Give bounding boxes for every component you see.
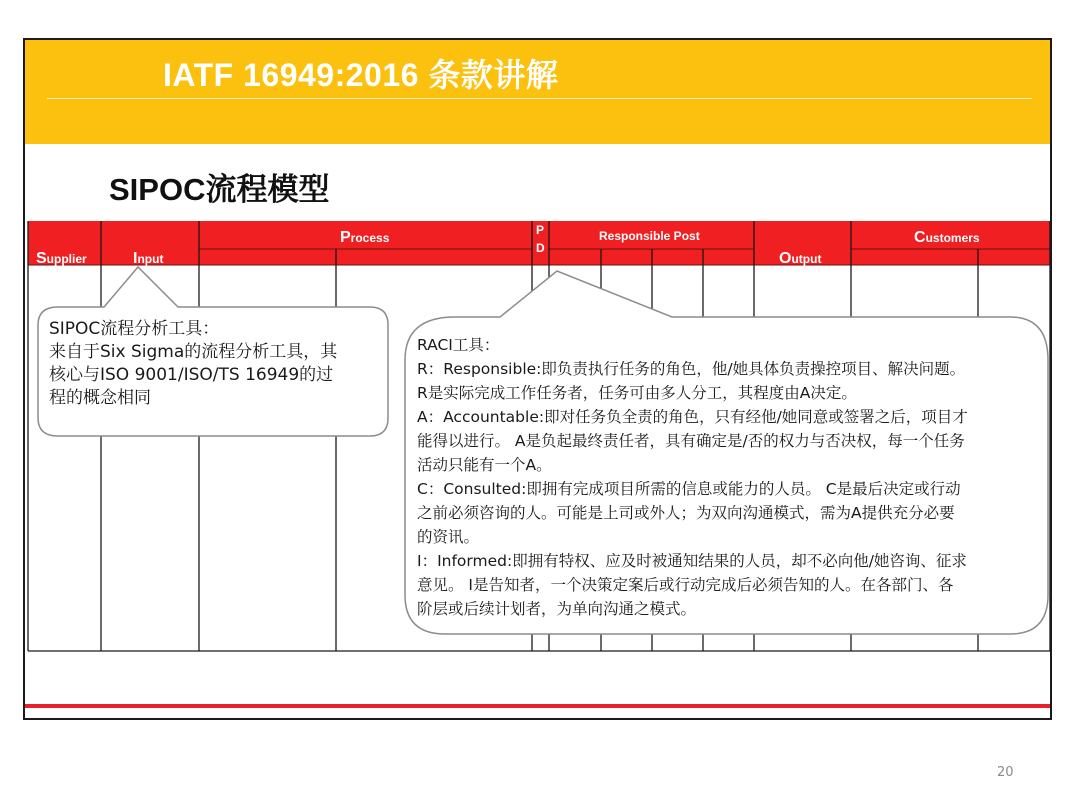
sipoc-callout-text (49, 318, 379, 410)
raci-line: 能得以进行。 A是负起最终责任者，具有确定是/否的权力与否决权，每一个任务 (417, 432, 965, 450)
raci-line: R是实际完成工作任务者，任务可由多人分工，其程度由A决定。 (417, 384, 857, 402)
slide-subtitle: SIPOC流程模型 (109, 172, 330, 207)
header-pd-p: P (536, 223, 545, 237)
raci-line: 活动只能有一个A。 (417, 456, 552, 474)
sipoc-line: SIPOC流程分析工具： (49, 319, 220, 339)
raci-line: 意见。 I是告知者，一个决策定案后或行动完成后必须告知的人。在各部门、各 (417, 576, 954, 594)
raci-line: 的资讯。 (417, 528, 480, 546)
sipoc-line: 程的概念相同 (49, 388, 151, 408)
header-input: Input (133, 250, 164, 267)
raci-line: R：Responsible:即负责执行任务的角色，他/她具体负责操控项目、解决问题。 (417, 360, 966, 378)
raci-callout-text (417, 333, 1039, 621)
header-output: Output (779, 250, 822, 267)
header-responsible-post: Responsible Post (599, 229, 700, 243)
raci-line: C：Consulted:即拥有完成项目所需的信息或能力的人员。 C是最后决定或行动 (417, 480, 961, 498)
header-process: Process (340, 229, 390, 246)
banner-title: IATF 16949:2016 条款讲解 (163, 57, 559, 93)
header-customers: Customers (914, 229, 980, 246)
sipoc-line: 来自于Six Sigma的流程分析工具，其 (49, 342, 338, 362)
header-pd-d: D (536, 241, 545, 255)
raci-line: 之前必须咨询的人。可能是上司或外人；为双向沟通模式，需为A提供充分必要 (417, 504, 955, 522)
sipoc-line: 核心与ISO 9001/ISO/TS 16949的过 (49, 365, 334, 385)
raci-line: I：Informed:即拥有特权、应及时被通知结果的人员，却不必向他/她咨询、征求 (417, 552, 967, 570)
raci-line: RACI工具： (417, 336, 500, 354)
page-number: 20 (997, 765, 1014, 780)
raci-line: A：Accountable:即对任务负全责的角色，只有经他/她同意或签署之后，项目才 (417, 408, 968, 426)
raci-line: 阶层或后续计划者，为单向沟通之模式。 (417, 600, 697, 618)
header-supplier: Supplier (36, 250, 87, 267)
